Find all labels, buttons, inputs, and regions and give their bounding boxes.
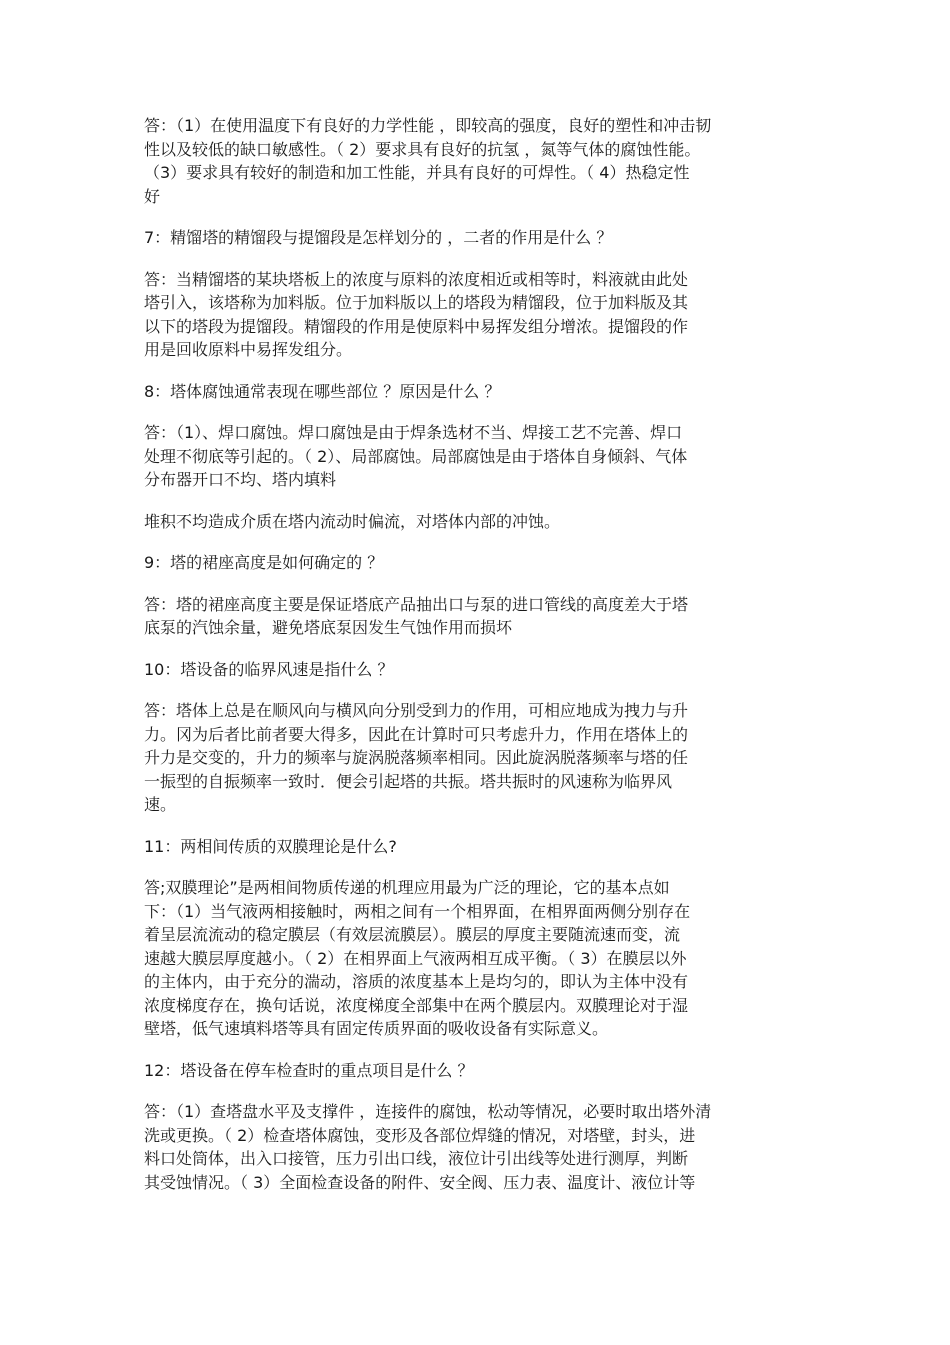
text-line: 速。	[144, 795, 177, 814]
question-paragraph	[144, 380, 804, 404]
question-paragraph	[144, 1059, 804, 1083]
text-line: 其受蚀情况。（ 3）全面检查设备的附件、安全阀、压力表、温度计、液位计等	[144, 1172, 696, 1192]
answer-paragraph	[144, 876, 804, 1041]
document-body	[144, 114, 804, 1212]
text-line: 塔引入，该塔称为加料版。位于加料版以上的塔段为精馏段，位于加料版及其	[144, 293, 689, 312]
text-line: 壁塔，低气速填料塔等具有固定传质界面的吸收设备有实际意义。	[144, 1019, 609, 1038]
question-paragraph	[144, 658, 804, 682]
text-line: 9：塔的裙座高度是如何确定的 ？	[144, 553, 384, 572]
text-line: 的主体内，由于充分的湍动，溶质的浓度基本上是均匀的，即认为主体中没有	[144, 972, 689, 991]
text-line: 好	[144, 186, 161, 206]
text-line: 答：（1）在使用温度下有良好的力学性能 ，即较高的强度，良好的塑性和冲击韧	[144, 116, 712, 135]
text-line: 着呈层流流动的稳定膜层（有效层流膜层）。膜层的厚度主要随流速而变，流	[144, 925, 681, 944]
text-line: 答;双膜理论”是两相间物质传递的机理应用最为广泛的理论，它的基本点如	[144, 878, 670, 897]
text-line: 性以及较低的缺口敏感性。（ 2）要求具有良好的抗氢 ，氮等气体的腐蚀性能。	[144, 139, 701, 159]
text-line: 答：当精馏塔的某块塔板上的浓度与原料的浓度相近或相等时，料液就由此处	[144, 269, 689, 289]
text-line: 一振型的自振频率一致时．便会引起塔的共振。塔共振时的风速称为临界风	[144, 771, 673, 791]
text-line: 力。冈为后者比前者要大得多，因此在计算时可只考虑升力，作用在塔体上的	[144, 724, 689, 744]
text-line: 答：（1）查塔盘水平及支撑件 ，连接件的腐蚀，松动等情况，必要时取出塔外清	[144, 1102, 712, 1121]
text-line: 答：（1）、焊口腐蚀。焊口腐蚀是由于焊条选材不当、焊接工艺不完善、焊口	[144, 423, 683, 442]
text-line: 11：两相间传质的双膜理论是什么?	[144, 836, 397, 856]
text-line: 浓度梯度存在，换句话说，浓度梯度全部集中在两个膜层内。双膜理论对于湿	[144, 995, 689, 1015]
question-paragraph	[144, 551, 804, 575]
text-line: 以下的塔段为提馏段。精馏段的作用是使原料中易挥发组分增浓。提馏段的作	[144, 316, 689, 336]
question-paragraph	[144, 835, 804, 859]
text-line: 升力是交变的，升力的频率与旋涡脱落频率相同。因此旋涡脱落频率与塔的任	[144, 748, 689, 767]
answer-paragraph	[144, 510, 804, 534]
text-line: 下：（1）当气液两相接触时，两相之间有一个相界面，在相界面两侧分别存在	[144, 901, 691, 921]
text-line: 速越大膜层厚度越小。（ 2）在相界面上气液两相互成平衡。（ 3）在膜层以外	[144, 948, 687, 968]
text-line: 答：塔的裙座高度主要是保证塔底产品抽出口与泵的进口管线的高度差大于塔	[144, 594, 689, 614]
text-line: 堆积不均造成介质在塔内流动时偏流，对塔体内部的冲蚀。	[144, 511, 561, 531]
answer-paragraph	[144, 114, 804, 208]
text-line: 7：精馏塔的精馏段与提馏段是怎样划分的 ，二者的作用是什么 ？	[144, 228, 613, 247]
answer-paragraph	[144, 593, 804, 640]
text-line: 用是回收原料中易挥发组分。	[144, 340, 353, 359]
text-line: 处理不彻底等引起的。（ 2）、局部腐蚀。局部腐蚀是由于塔体自身倾斜、气体	[144, 446, 688, 466]
answer-paragraph	[144, 699, 804, 817]
question-paragraph	[144, 226, 804, 250]
text-line: 10：塔设备的临界风速是指什么 ？	[144, 659, 394, 679]
answer-paragraph	[144, 1100, 804, 1194]
text-line: 洗或更换。（ 2）检查塔体腐蚀，变形及各部位焊缝的情况，对塔壁，封头，进	[144, 1125, 696, 1145]
text-line: 底泵的汽蚀余量，避免塔底泵因发生气蚀作用而损坏	[144, 618, 513, 637]
answer-paragraph	[144, 421, 804, 492]
text-line: 12：塔设备在停车检查时的重点项目是什么 ？	[144, 1060, 474, 1080]
text-line: 料口处筒体，出入口接管，压力引出口线，液位计引出线等处进行测厚，判断	[144, 1149, 689, 1168]
text-line: （3）要求具有较好的制造和加工性能，并具有良好的可焊性。（ 4）热稳定性	[144, 163, 690, 182]
text-line: 8：塔体腐蚀通常表现在哪些部位 ？原因是什么 ？	[144, 381, 501, 401]
text-line: 分布器开口不均、塔内填料	[144, 470, 337, 489]
text-line: 答：塔体上总是在顺风向与横风向分别受到力的作用，可相应地成为拽力与升	[144, 701, 689, 720]
answer-paragraph	[144, 268, 804, 362]
